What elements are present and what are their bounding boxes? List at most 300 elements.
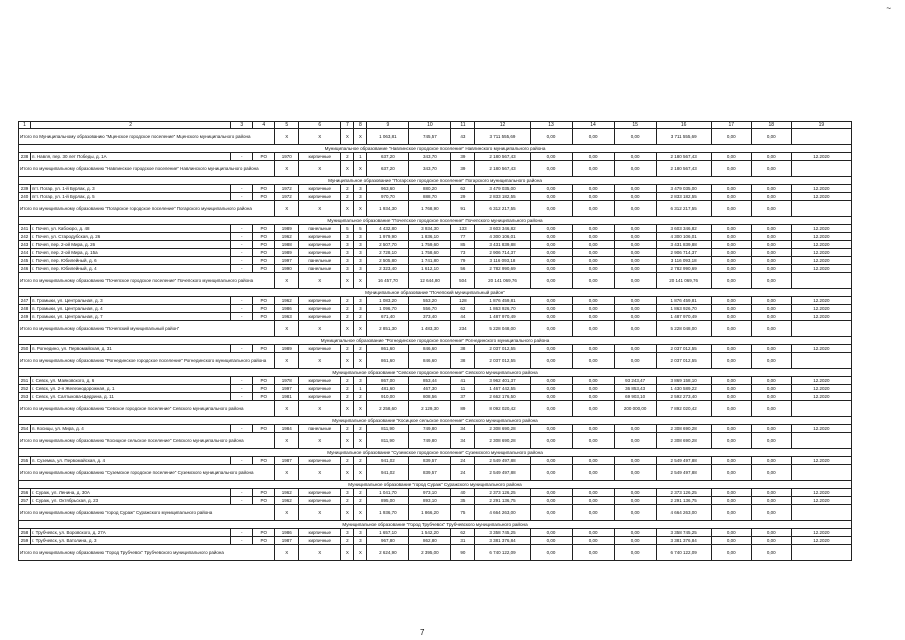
table-cell: 16 457,70 — [367, 273, 409, 289]
table-cell: 0,00 — [614, 505, 656, 521]
table-cell: РО — [253, 265, 275, 273]
table-cell: 0,00 — [530, 465, 572, 481]
table-cell: 0,00 — [614, 201, 656, 217]
table-cell: 2 323,40 — [367, 265, 409, 273]
table-cell: 2 395,00 — [409, 545, 451, 561]
table-cell: 2 — [341, 537, 354, 545]
table-cell: X — [275, 129, 299, 145]
table-cell: 0,00 — [711, 505, 751, 521]
table-cell: 1972 — [275, 185, 299, 193]
table-cell: 2 037 012,55 — [475, 345, 530, 353]
table-cell: 1 542,20 — [409, 529, 451, 537]
table-cell: 0,00 — [751, 249, 791, 257]
table-cell: 0,00 — [530, 129, 572, 145]
table-cell: 811,90 — [367, 433, 409, 449]
table-cell: 43 — [451, 129, 475, 145]
table-cell: - — [231, 257, 253, 265]
table-cell: 0,00 — [530, 161, 572, 177]
table-cell: РО — [253, 313, 275, 321]
table-row — [19, 193, 852, 201]
table-cell: X — [299, 201, 341, 217]
table-cell: 3 711 555,69 — [656, 129, 711, 145]
table-cell: 3 711 555,69 — [475, 129, 530, 145]
table-cell: Итого по муниципальному образованию "Почепский муниципальный район" — [19, 321, 275, 337]
table-cell: 2 291 136,75 — [656, 497, 711, 505]
table-cell: 0,00 — [572, 193, 614, 201]
table-cell: 0,00 — [530, 489, 572, 497]
table-cell: 39 — [451, 161, 475, 177]
page-number: 7 — [420, 628, 425, 637]
table-cell: 12.2020 — [791, 265, 851, 273]
table-row — [19, 225, 852, 233]
table-cell — [791, 465, 851, 481]
table-cell: 3 431 839,88 — [656, 241, 711, 249]
table-cell: 0,00 — [751, 497, 791, 505]
table-cell: 250 — [19, 345, 31, 353]
table-cell: 1 758,60 — [409, 249, 451, 257]
table-cell: панельные — [299, 225, 341, 233]
table-cell: 240 — [19, 193, 31, 201]
table-cell: 0,00 — [572, 465, 614, 481]
table-cell: 0,00 — [530, 529, 572, 537]
table-cell: 2 308 690,28 — [475, 425, 530, 433]
table-cell: 0,00 — [530, 273, 572, 289]
table-cell: 941,02 — [367, 457, 409, 465]
table-cell: 243 — [19, 241, 31, 249]
table-cell: 2 — [354, 313, 367, 321]
table-cell: 2 624,90 — [367, 545, 409, 561]
table-cell: 0,00 — [614, 425, 656, 433]
table-cell: 0,00 — [711, 377, 751, 385]
table-cell: РО — [253, 345, 275, 353]
table-cell: 0,00 — [751, 225, 791, 233]
table-cell: кирпичные — [299, 497, 341, 505]
table-cell: 2 373 126,25 — [656, 489, 711, 497]
table-cell: Муниципальное образование "Навлинское городское поселение" Навлинского муниципального района — [19, 145, 852, 153]
table-cell: Итого по муниципальному образованию "Навлинское городское поселение" Навлинского муниципального района — [19, 161, 275, 177]
table-cell: 2 — [341, 497, 354, 505]
table-cell: 0,00 — [530, 265, 572, 273]
table-cell: 0,00 — [614, 185, 656, 193]
table-cell: 0,00 — [751, 193, 791, 201]
table-cell: 12.2020 — [791, 249, 851, 257]
table-cell: 0,00 — [530, 545, 572, 561]
table-row — [19, 385, 852, 393]
table-cell: пгт. Погар, ул. 1-й Бурлак, д. 3 — [31, 185, 231, 193]
table-cell: 0,00 — [751, 377, 791, 385]
table-cell: 3 — [341, 241, 354, 249]
table-row — [19, 185, 852, 193]
table-cell: 2 507,70 — [367, 241, 409, 249]
table-cell: Итого по муниципальному образованию "Почепское городское поселение" Почепского муниципального района — [19, 273, 275, 289]
table-cell: РО — [253, 153, 275, 161]
table-cell: 0,00 — [530, 353, 572, 369]
table-cell: 2 291 136,75 — [475, 497, 530, 505]
table-cell: 1970 — [275, 153, 299, 161]
table-cell: 811,90 — [367, 425, 409, 433]
table-cell: 862,80 — [409, 537, 451, 545]
table-cell: 1962 — [275, 297, 299, 305]
table-cell: 38 — [451, 353, 475, 369]
table-cell: 0,00 — [751, 257, 791, 265]
table-cell: панельные — [299, 265, 341, 273]
table-cell: 1962 — [275, 497, 299, 505]
table-cell: РО — [253, 377, 275, 385]
table-cell: 2 — [341, 385, 354, 393]
table-cell: 0,00 — [614, 497, 656, 505]
table-cell: РО — [253, 529, 275, 537]
table-cell: 0,00 — [530, 153, 572, 161]
table-cell: РО — [253, 497, 275, 505]
table-cell: Итого по муниципальному образованию "город Сураж" Суражского муниципального района — [19, 505, 275, 521]
table-cell: 0,00 — [572, 153, 614, 161]
table-cell: 0,00 — [751, 353, 791, 369]
table-cell: 24 — [451, 457, 475, 465]
table-cell: 3 358 745,25 — [475, 529, 530, 537]
table-cell: Муниципальное образование "Рогнединское городское поселение" Рогнединского муниципального района — [19, 337, 852, 345]
table-cell: 467,30 — [409, 385, 451, 393]
table-cell: 34 — [451, 425, 475, 433]
table-cell: 3 962 401,37 — [475, 377, 530, 385]
table-cell: кирпичные — [299, 489, 341, 497]
table-cell: 246 — [19, 265, 31, 273]
table-cell: 234 — [451, 321, 475, 337]
table-cell: 1978 — [275, 377, 299, 385]
table-cell: X — [354, 201, 367, 217]
table-cell: 0,00 — [711, 401, 751, 417]
table-cell: 0,00 — [572, 505, 614, 521]
corner-mark: ~ — [886, 4, 891, 13]
table-cell: кирпичные — [299, 241, 341, 249]
table-cell: X — [275, 321, 299, 337]
table-cell: 4 300 106,01 — [656, 233, 711, 241]
table-cell: 553,20 — [409, 297, 451, 305]
table-cell: 2 — [341, 305, 354, 313]
table-cell: X — [354, 353, 367, 369]
table-cell: 861,60 — [367, 345, 409, 353]
subtotal-row — [19, 273, 852, 289]
table-cell: 6 — [299, 122, 341, 129]
table-cell: 0,00 — [711, 305, 751, 313]
table-cell: 17 — [711, 122, 751, 129]
table-cell: X — [341, 273, 354, 289]
table-cell: 0,00 — [572, 529, 614, 537]
table-cell: 0,00 — [530, 185, 572, 193]
table-cell: 0,00 — [711, 233, 751, 241]
table-cell: 0,00 — [614, 537, 656, 545]
table-cell: - — [231, 457, 253, 465]
table-cell: 0,00 — [711, 241, 751, 249]
table-cell: 0,00 — [614, 489, 656, 497]
table-cell: X — [341, 353, 354, 369]
table-cell: X — [299, 465, 341, 481]
table-cell: 38 — [451, 345, 475, 353]
table-cell: X — [299, 129, 341, 145]
table-cell: - — [231, 425, 253, 433]
table-cell: X — [299, 545, 341, 561]
table-cell: 2 — [354, 345, 367, 353]
table-cell: 0,00 — [530, 249, 572, 257]
table-row — [19, 257, 852, 265]
table-cell: кирпичные — [299, 537, 341, 545]
table-cell: 128 — [451, 297, 475, 305]
table-cell: 2 308 690,28 — [475, 433, 530, 449]
table-cell: 0,00 — [572, 433, 614, 449]
table-cell: 0,00 — [751, 505, 791, 521]
table-cell: - — [231, 225, 253, 233]
table-cell: 1 657,10 — [367, 529, 409, 537]
table-cell: кирпичные — [299, 233, 341, 241]
table-cell: 1962 — [275, 489, 299, 497]
table-cell: 0,00 — [572, 161, 614, 177]
table-cell: 973,10 — [409, 489, 451, 497]
table-cell: 239 — [19, 185, 31, 193]
table-cell: 0,00 — [614, 129, 656, 145]
table-cell: 34 — [451, 433, 475, 449]
table-cell: X — [354, 273, 367, 289]
table-cell: X — [354, 129, 367, 145]
table-cell: 0,00 — [711, 185, 751, 193]
table-cell: X — [354, 161, 367, 177]
table-cell: 3 381 376,84 — [475, 537, 530, 545]
table-cell: X — [354, 465, 367, 481]
subtotal-row — [19, 433, 852, 449]
table-cell: Муниципальное образование "Погарское городское поселение" Погарского муниципального района — [19, 177, 852, 185]
table-cell: 89 — [451, 401, 475, 417]
table-cell: 0,00 — [711, 153, 751, 161]
table-cell: 2 308 690,28 — [656, 433, 711, 449]
table-cell: 1 — [354, 385, 367, 393]
table-cell: 0,00 — [614, 353, 656, 369]
register-table-container — [18, 121, 852, 561]
table-cell: г. Почеп, пер. Юбилейный, д. 6 — [31, 257, 231, 265]
table-cell: 0,00 — [751, 529, 791, 537]
table-cell: 0,00 — [751, 201, 791, 217]
table-cell: 18 — [751, 122, 791, 129]
table-cell: - — [231, 241, 253, 249]
table-cell: Итого по муниципальному образованию "Город Трубчевск" Трубчевского муниципального района — [19, 545, 275, 561]
table-cell: 0,00 — [614, 273, 656, 289]
table-cell: 1972 — [275, 193, 299, 201]
table-cell: кирпичные — [299, 377, 341, 385]
table-cell: 253 — [19, 393, 31, 401]
table-cell: Итого по муниципальному образованию "Севское городское поселение" Севского муниципального района — [19, 401, 275, 417]
table-cell: 7 — [341, 122, 354, 129]
table-cell: Муниципальное образование "Севское городское поселение" Севского муниципального района — [19, 369, 852, 377]
table-cell — [791, 129, 851, 145]
table-cell: 12.2020 — [791, 537, 851, 545]
table-cell: 0,00 — [751, 185, 791, 193]
subtotal-row — [19, 321, 852, 337]
table-cell: РО — [253, 457, 275, 465]
table-cell: РО — [253, 185, 275, 193]
table-cell: 1986 — [275, 529, 299, 537]
table-cell: 1 487 970,49 — [475, 313, 530, 321]
table-cell: 0,00 — [711, 321, 751, 337]
table-cell: п. Суземка, ул. Первомайская, д. 4 — [31, 457, 231, 465]
table-cell: 0,00 — [751, 345, 791, 353]
table-cell: г. Почеп, пер. 2-ой Мира, д. 15а — [31, 249, 231, 257]
table-cell: 41 — [451, 377, 475, 385]
table-cell: 1 979,90 — [367, 233, 409, 241]
table-cell: 0,00 — [751, 313, 791, 321]
table-cell: 0,00 — [711, 353, 751, 369]
table-cell: 671,40 — [367, 313, 409, 321]
table-cell: 3 934,30 — [409, 225, 451, 233]
table-cell: 0,00 — [711, 545, 751, 561]
table-cell: г. Севск, ул. Маяковского, д. 6 — [31, 377, 231, 385]
table-cell: 0,00 — [711, 193, 751, 201]
table-cell: 0,00 — [751, 465, 791, 481]
table-cell: 0,00 — [614, 529, 656, 537]
table-row — [19, 297, 852, 305]
table-row — [19, 265, 852, 273]
section-heading-row — [19, 521, 852, 529]
table-cell: кирпичные — [299, 153, 341, 161]
table-cell: 3 431 839,88 — [475, 241, 530, 249]
table-cell: 1 836,10 — [409, 233, 451, 241]
table-cell: 11 — [451, 122, 475, 129]
table-cell: 85 — [451, 241, 475, 249]
table-cell: 252 — [19, 385, 31, 393]
table-cell: 3 — [341, 257, 354, 265]
subtotal-row — [19, 201, 852, 217]
table-cell: 8 092 020,42 — [475, 401, 530, 417]
table-cell: - — [231, 497, 253, 505]
table-cell: 245 — [19, 257, 31, 265]
table-cell: 3 116 093,18 — [475, 257, 530, 265]
table-cell: X — [354, 433, 367, 449]
table-cell: X — [341, 433, 354, 449]
table-cell: 1962 — [275, 233, 299, 241]
table-cell: 0,00 — [614, 153, 656, 161]
table-cell: 910,00 — [367, 393, 409, 401]
table-cell: 1 041,70 — [367, 489, 409, 497]
table-cell: 0,00 — [572, 457, 614, 465]
table-cell: 0,00 — [614, 297, 656, 305]
table-cell: п. Громыки, ул. Центральная, д. 7 — [31, 313, 231, 321]
table-cell: 967,80 — [367, 537, 409, 545]
column-number-row — [19, 122, 852, 129]
table-cell: 258 — [19, 529, 31, 537]
table-cell: 0,00 — [572, 297, 614, 305]
table-cell: - — [231, 489, 253, 497]
table-cell: РО — [253, 225, 275, 233]
table-cell: РО — [253, 297, 275, 305]
table-cell: 3 479 035,00 — [656, 185, 711, 193]
table-cell: 2 — [354, 393, 367, 401]
table-cell: 133 — [451, 225, 475, 233]
table-cell: 62 — [451, 529, 475, 537]
table-cell: 1989 — [275, 345, 299, 353]
table-row — [19, 497, 852, 505]
table-cell: 2 258,60 — [367, 401, 409, 417]
table-cell: 16 — [656, 122, 711, 129]
table-cell: 0,00 — [572, 353, 614, 369]
table-cell: 15 — [614, 122, 656, 129]
table-cell: X — [275, 161, 299, 177]
table-cell: 745,57 — [409, 129, 451, 145]
table-cell: 0,00 — [711, 489, 751, 497]
table-cell: 1 863 926,70 — [656, 305, 711, 313]
table-cell: 257 — [19, 497, 31, 505]
table-cell: 6 740 122,09 — [656, 545, 711, 561]
table-cell: 0,00 — [530, 305, 572, 313]
table-cell: п. Рогнедино, ул. Первомайская, д. 31 — [31, 345, 231, 353]
table-cell: 0,00 — [572, 265, 614, 273]
table-cell: - — [231, 529, 253, 537]
table-cell: 3 — [354, 233, 367, 241]
table-cell: Итого по муниципальному образованию "Косицкое сельское поселение" Севского муниципального района — [19, 433, 275, 449]
table-cell: 2 — [354, 489, 367, 497]
table-cell: 1989 — [275, 249, 299, 257]
section-heading-row — [19, 417, 852, 425]
table-cell: 0,00 — [751, 273, 791, 289]
table-cell: 1 866,20 — [409, 505, 451, 521]
table-cell: кирпичные — [299, 305, 341, 313]
table-cell: 0,00 — [572, 321, 614, 337]
table-cell: 839,57 — [409, 457, 451, 465]
table-cell: 1 741,80 — [409, 257, 451, 265]
table-cell: 0,00 — [572, 201, 614, 217]
table-cell: 79 — [451, 257, 475, 265]
table-cell: 2 549 497,88 — [656, 457, 711, 465]
table-cell: 0,00 — [751, 321, 791, 337]
table-cell: 1989 — [275, 225, 299, 233]
table-cell: 0,00 — [711, 425, 751, 433]
table-cell: 2 180 567,43 — [656, 161, 711, 177]
table-cell: 0,00 — [711, 497, 751, 505]
table-cell: - — [231, 393, 253, 401]
table-row — [19, 233, 852, 241]
table-cell: 0,00 — [530, 257, 572, 265]
subtotal-row — [19, 161, 852, 177]
table-cell: 6 312 217,55 — [475, 201, 530, 217]
table-cell: 3 869 158,10 — [656, 377, 711, 385]
table-cell: 0,00 — [572, 425, 614, 433]
table-cell: 12.2020 — [791, 489, 851, 497]
table-cell: - — [231, 233, 253, 241]
table-cell: 1 876 459,81 — [656, 297, 711, 305]
table-cell: 2 782 990,69 — [656, 265, 711, 273]
table-cell: 343,70 — [409, 153, 451, 161]
table-cell: 1 934,30 — [367, 201, 409, 217]
table-cell: 0,00 — [614, 225, 656, 233]
table-cell: 93 243,47 — [614, 377, 656, 385]
table-cell: 0,00 — [614, 457, 656, 465]
table-cell: 248 — [19, 305, 31, 313]
table-cell: 254 — [19, 425, 31, 433]
table-cell: 5 — [354, 225, 367, 233]
table-cell: 3 — [354, 249, 367, 257]
table-cell: 37 — [451, 393, 475, 401]
table-cell: 19 — [791, 122, 851, 129]
table-cell: 40 — [451, 489, 475, 497]
table-cell: 0,00 — [572, 377, 614, 385]
table-cell: 1988 — [275, 241, 299, 249]
table-cell: X — [341, 545, 354, 561]
table-cell: X — [299, 161, 341, 177]
table-cell: 0,00 — [530, 313, 572, 321]
table-cell: 12 — [475, 122, 530, 129]
table-cell — [791, 353, 851, 369]
table-cell: кирпичные — [299, 185, 341, 193]
table-cell: 0,00 — [530, 193, 572, 201]
table-cell: X — [341, 129, 354, 145]
table-cell: 0,00 — [614, 249, 656, 257]
table-cell: 637,20 — [367, 153, 409, 161]
table-cell: 1 063,81 — [367, 129, 409, 145]
